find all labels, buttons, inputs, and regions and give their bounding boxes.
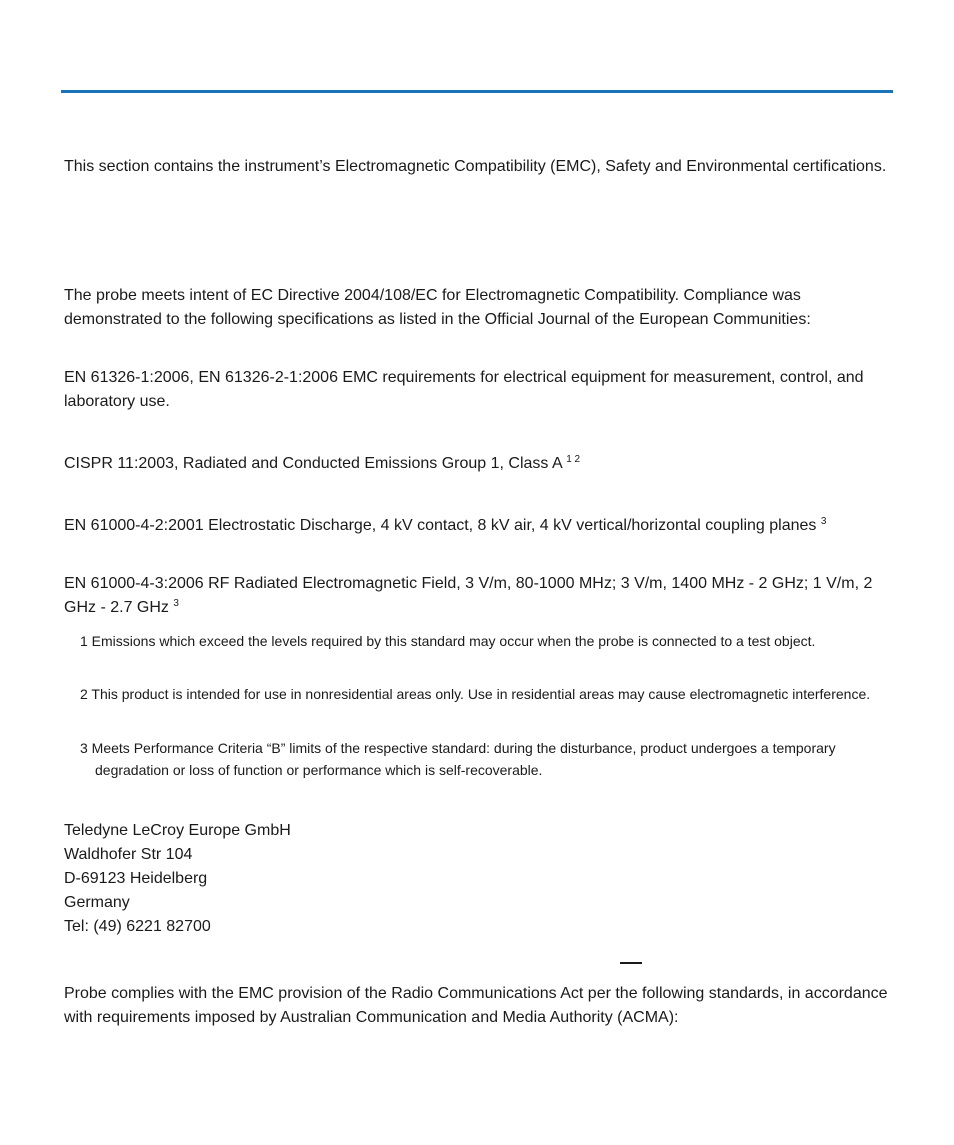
address-line: Tel: (49) 6221 82700	[64, 918, 211, 935]
section-dash	[620, 962, 642, 964]
address-line: D-69123 Heidelberg	[64, 870, 208, 887]
manufacturer-address	[64, 819, 892, 939]
intro-paragraph: This section contains the instrument’s Electromagnetic Compatibility (EMC), Safety and Environmental certifications.	[64, 158, 887, 175]
footnote-1: 1 Emissions which exceed the levels required by this standard may occur when the probe is connected to a test object.	[80, 633, 816, 649]
emc-directive-paragraph: The probe meets intent of EC Directive 2004/108/EC for Electromagnetic Compatibility. Compliance was demonstrated to the following specifications as listed in the Official Journal of the European Communities:	[64, 287, 811, 328]
footnote-2: 2 This product is intended for use in nonresidential areas only. Use in residential areas may cause electromagnetic interference.	[80, 686, 871, 702]
address-line: Teledyne LeCroy Europe GmbH	[64, 822, 291, 839]
cispr-text: CISPR 11:2003, Radiated and Conducted Emissions Group 1, Class A	[64, 455, 562, 472]
en61000-4-3-footnote-ref: 3	[173, 598, 179, 609]
en61000-4-3-paragraph	[64, 572, 892, 620]
en61000-4-2-footnote-ref: 3	[820, 516, 827, 527]
footnote-3: 3 Meets Performance Criteria “B” limits of the respective standard: during the disturbance, product undergoes a temporary degradation or loss of function or performance which is self-recoverable.	[80, 740, 836, 778]
en61326-paragraph: EN 61326-1:2006, EN 61326-2-1:2006 EMC requirements for electrical equipment for measurement, control, and laboratory use.	[64, 369, 864, 410]
en61000-4-2-text: EN 61000-4-2:2001 Electrostatic Discharge, 4 kV contact, 8 kV air, 4 kV vertical/horizontal coupling planes	[64, 517, 817, 534]
en61000-4-3-text: EN 61000-4-3:2006 RF Radiated Electromagnetic Field, 3 V/m, 80-1000 MHz; 3 V/m, 1400 MHz - 2 GHz; 1 V/m, 2 GHz - 2.7 GHz	[64, 575, 873, 616]
header-rule	[61, 90, 893, 93]
cispr-footnote-ref: 1 2	[566, 454, 581, 465]
address-line: Waldhofer Str 104	[64, 846, 193, 863]
address-line: Germany	[64, 894, 130, 911]
australia-paragraph: Probe complies with the EMC provision of the Radio Communications Act per the following standards, in accordance with requirements imposed by Australian Communication and Media Authority (ACMA):	[64, 985, 888, 1026]
en61000-4-2-paragraph	[64, 514, 892, 538]
cispr-paragraph	[64, 452, 892, 476]
